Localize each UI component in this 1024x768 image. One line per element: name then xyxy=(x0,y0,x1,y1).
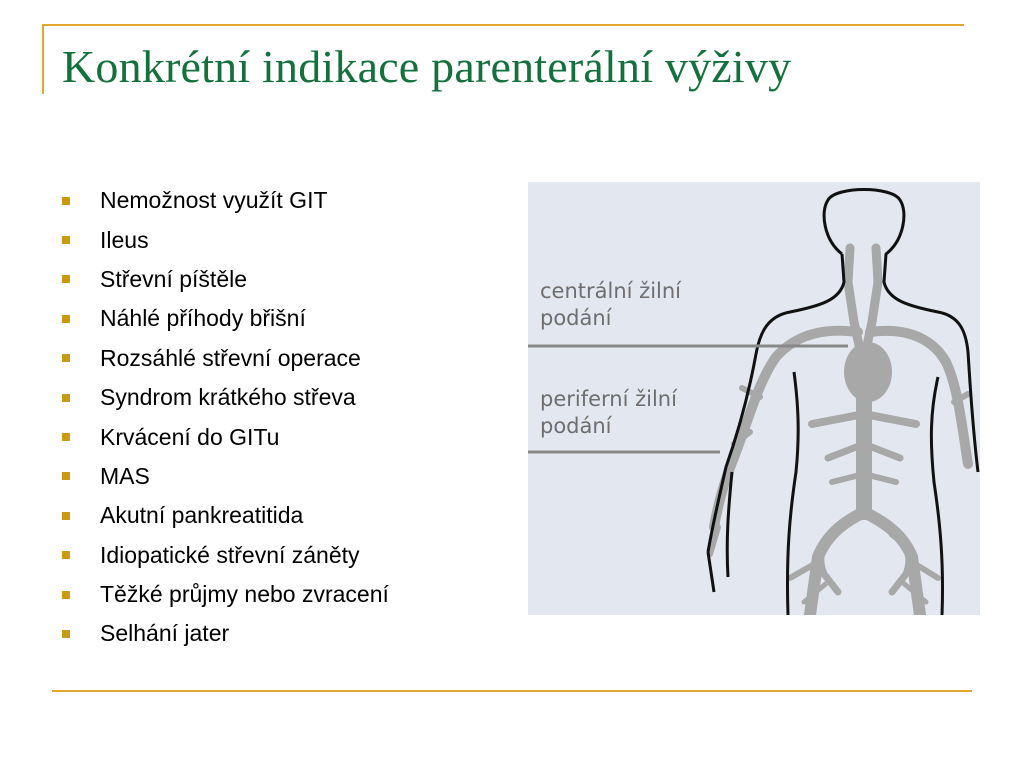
square-bullet-icon xyxy=(62,591,70,599)
list-item xyxy=(62,181,389,220)
left-decorative-rule xyxy=(42,24,44,94)
indication-list xyxy=(62,181,389,654)
square-bullet-icon xyxy=(62,630,70,638)
list-item xyxy=(62,536,389,575)
list-item-text: Nemožnost využít GIT xyxy=(100,187,328,214)
list-item xyxy=(62,614,389,653)
vein-network xyxy=(710,248,968,615)
venous-system-figure xyxy=(528,182,980,615)
square-bullet-icon xyxy=(62,236,70,244)
list-item xyxy=(62,339,389,378)
central-label-line-1: centrální žilní xyxy=(540,279,682,303)
list-item xyxy=(62,496,389,535)
square-bullet-icon xyxy=(62,433,70,441)
slide-title: Konkrétní indikace parenterální výživy xyxy=(62,41,792,92)
list-item-text: Rozsáhlé střevní operace xyxy=(100,344,361,371)
list-item-text: Krvácení do GITu xyxy=(100,423,280,450)
square-bullet-icon xyxy=(62,315,70,323)
central-venous-label xyxy=(540,278,740,332)
heart-shape xyxy=(844,342,892,402)
square-bullet-icon xyxy=(62,197,70,205)
list-item-text: Střevní píštěle xyxy=(100,265,248,292)
list-item-text: Syndrom krátkého střeva xyxy=(100,384,356,411)
square-bullet-icon xyxy=(62,275,70,283)
list-item-text: Náhlé příhody břišní xyxy=(100,305,306,332)
list-item xyxy=(62,299,389,338)
list-item xyxy=(62,378,389,417)
list-item xyxy=(62,220,389,259)
list-item-text: Těžké průjmy nebo zvracení xyxy=(100,581,389,608)
list-item xyxy=(62,457,389,496)
peripheral-label-line-1: periferní žilní xyxy=(540,387,677,411)
body-outline xyxy=(708,190,978,616)
list-item-text: Akutní pankreatitida xyxy=(100,502,304,529)
square-bullet-icon xyxy=(62,551,70,559)
square-bullet-icon xyxy=(62,394,70,402)
list-item-text: Idiopatické střevní záněty xyxy=(100,541,360,568)
square-bullet-icon xyxy=(62,472,70,480)
peripheral-label-line-2: podání xyxy=(540,414,612,438)
central-label-line-2: podání xyxy=(540,306,612,330)
peripheral-venous-label xyxy=(540,386,740,440)
list-item-text: MAS xyxy=(100,462,150,489)
square-bullet-icon xyxy=(62,354,70,362)
bottom-decorative-rule xyxy=(52,690,972,692)
list-item xyxy=(62,260,389,299)
top-decorative-rule xyxy=(42,24,964,26)
list-item-text: Ileus xyxy=(100,226,149,253)
square-bullet-icon xyxy=(62,512,70,520)
list-item-text: Selhání jater xyxy=(100,620,230,647)
list-item xyxy=(62,575,389,614)
list-item xyxy=(62,417,389,456)
